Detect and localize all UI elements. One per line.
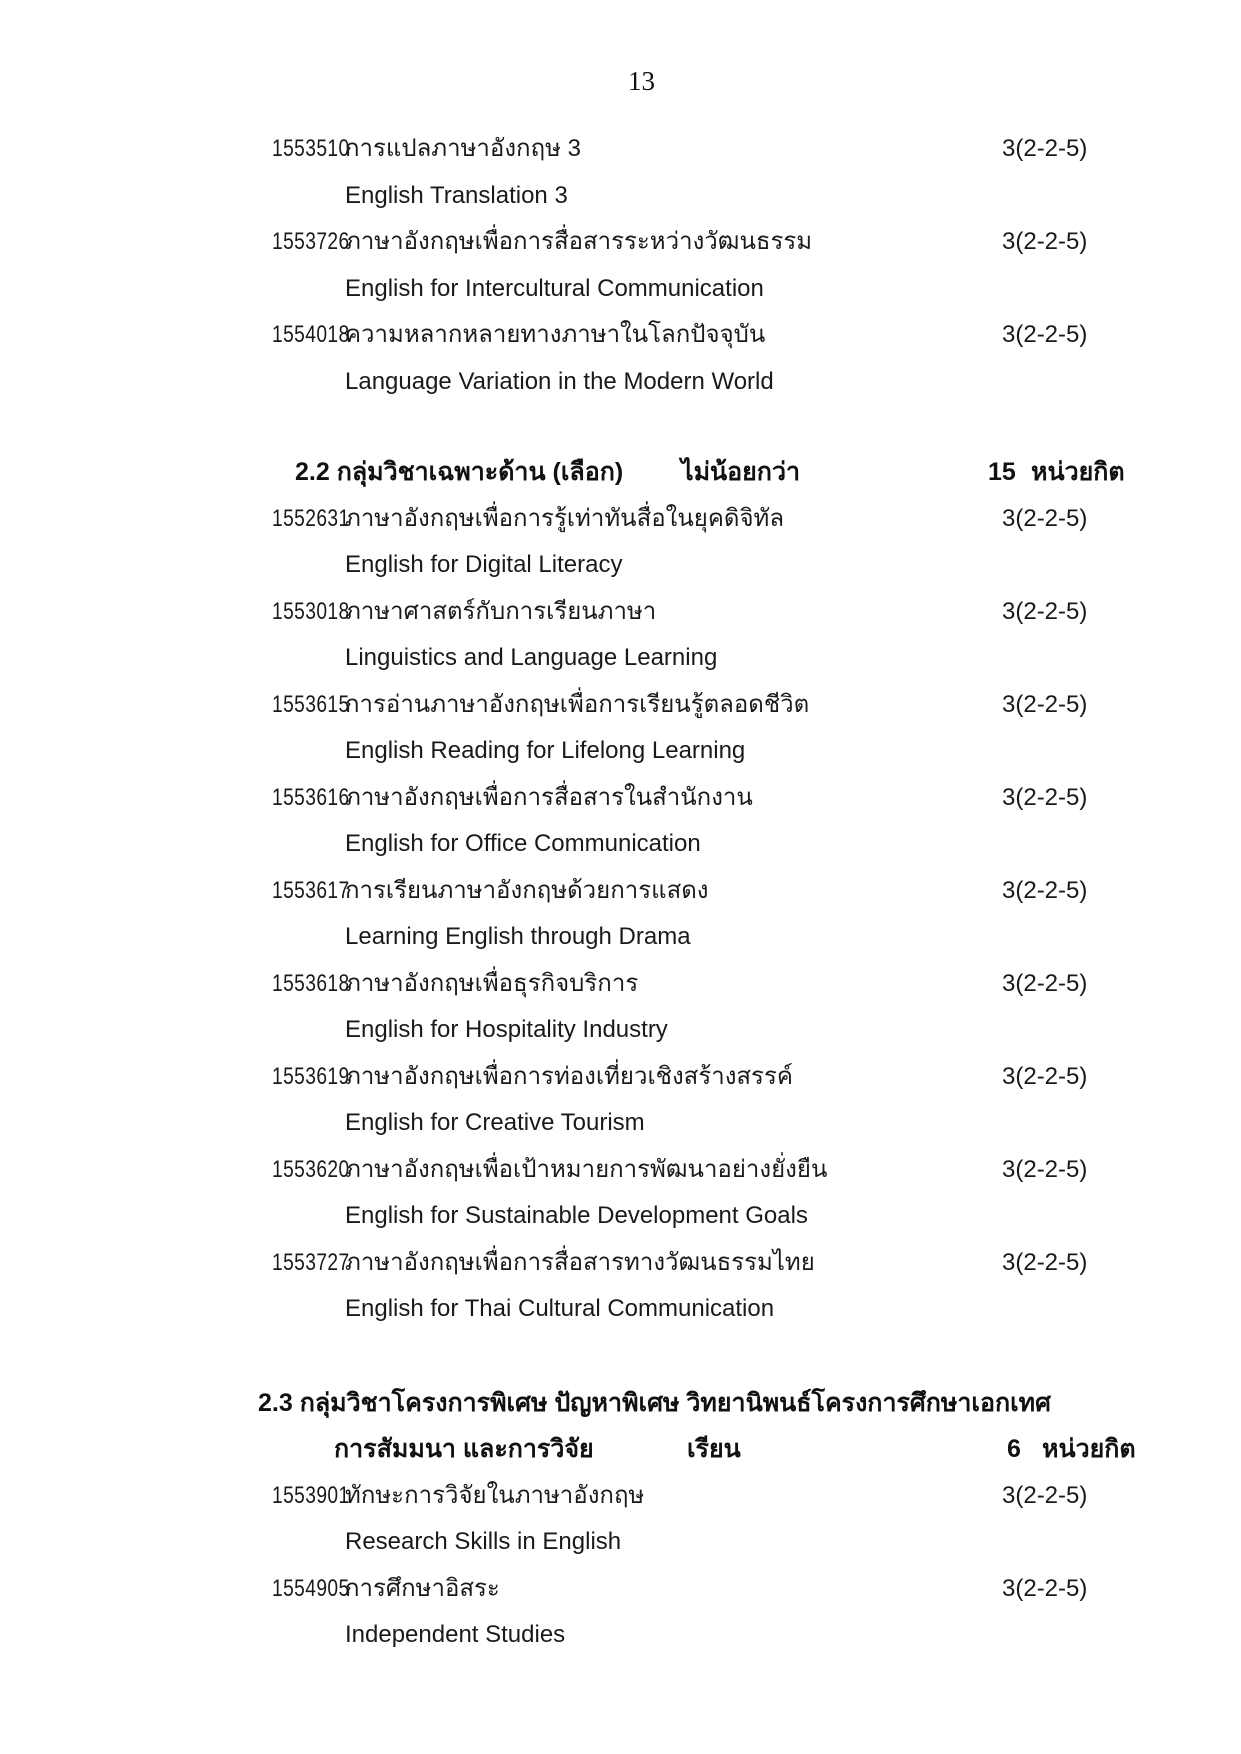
section-2-2 <box>0 449 1241 1333</box>
section-credit-unit: หน่วยกิต <box>1042 1435 1136 1463</box>
course-line-thai <box>0 1473 1241 1520</box>
course-credit: 3(2-2-5) <box>1002 876 1088 904</box>
course-row <box>0 496 1241 589</box>
course-line-thai <box>0 1566 1241 1613</box>
course-title-thai: การเรียนภาษาอังกฤษด้วยการแสดง <box>345 876 709 904</box>
course-code: 1554018 <box>272 321 350 348</box>
page-content <box>0 126 1241 1659</box>
course-credit: 3(2-2-5) <box>1002 504 1088 532</box>
course-title-english: English for Creative Tourism <box>345 1109 645 1136</box>
course-credit: 3(2-2-5) <box>1002 690 1088 718</box>
course-credit: 3(2-2-5) <box>1002 321 1088 348</box>
course-title-thai: ภาษาอังกฤษเพื่อการสื่อสารระหว่างวัฒนธรรม <box>345 228 813 255</box>
section-heading-line2 <box>0 1426 1241 1473</box>
course-line-thai <box>0 1240 1241 1287</box>
course-row <box>0 868 1241 961</box>
course-credit: 3(2-2-5) <box>1002 135 1088 162</box>
course-code: 1553727 <box>272 1248 350 1276</box>
course-line-thai <box>0 961 1241 1008</box>
course-credit: 3(2-2-5) <box>1002 1481 1088 1509</box>
section-credit-value: 6 <box>1007 1435 1021 1463</box>
course-code: 1553018 <box>272 597 350 625</box>
course-line-english <box>0 542 1241 589</box>
course-line-english <box>0 821 1241 868</box>
course-title-english: Language Variation in the Modern World <box>345 367 774 395</box>
course-code: 1552631 <box>272 504 350 532</box>
section-heading-condition: เรียน <box>687 1435 741 1463</box>
course-line-english <box>0 635 1241 682</box>
course-line-english <box>0 1612 1241 1659</box>
section-heading <box>0 1380 1241 1473</box>
section-heading-line1 <box>0 449 1241 496</box>
section-heading-title: 2.3 กลุ่มวิชาโครงการพิเศษ ปัญหาพิเศษ วิทยานิพนธ์โครงการศึกษาเอกเทศ <box>258 1388 1052 1417</box>
course-row <box>0 1147 1241 1240</box>
course-code: 1553619 <box>272 1062 350 1090</box>
course-line-english <box>0 914 1241 961</box>
course-row <box>0 775 1241 868</box>
course-title-thai: ภาษาอังกฤษเพื่อการสื่อสารในสำนักงาน <box>345 783 753 811</box>
course-row <box>0 1054 1241 1147</box>
course-code: 1553617 <box>272 876 350 904</box>
course-title-english: Research Skills in English <box>345 1528 622 1555</box>
course-title-thai: ภาษาอังกฤษเพื่อเป้าหมายการพัฒนาอย่างยั่งยืน <box>345 1155 828 1183</box>
section-heading-condition: ไม่น้อยกว่า <box>681 458 801 486</box>
course-credit: 3(2-2-5) <box>1002 969 1088 997</box>
course-line-english <box>0 266 1241 313</box>
course-row <box>0 1240 1241 1333</box>
course-credit: 3(2-2-5) <box>1002 228 1088 255</box>
course-row <box>0 219 1241 312</box>
course-line-thai <box>0 1054 1241 1101</box>
course-title-english: English for Digital Literacy <box>345 551 623 578</box>
course-row <box>0 1473 1241 1566</box>
course-code: 1554905 <box>272 1574 350 1602</box>
section-credit-value: 15 <box>988 458 1016 486</box>
course-line-thai <box>0 1147 1241 1194</box>
course-title-english: English for Office Communication <box>345 830 701 857</box>
page-number: 13 <box>628 66 655 96</box>
course-title-english: English for Hospitality Industry <box>345 1016 668 1043</box>
course-title-thai: ทักษะการวิจัยในภาษาอังกฤษ <box>345 1481 645 1509</box>
course-line-english <box>0 728 1241 775</box>
course-line-english <box>0 359 1241 406</box>
course-title-thai: การอ่านภาษาอังกฤษเพื่อการเรียนรู้ตลอดชีวิต <box>345 690 810 718</box>
course-title-english: Linguistics and Language Learning <box>345 644 718 671</box>
course-code: 1553615 <box>272 690 350 718</box>
course-title-english: English Translation 3 <box>345 181 568 209</box>
course-credit: 3(2-2-5) <box>1002 1062 1088 1090</box>
course-code: 1553620 <box>272 1155 350 1183</box>
section-heading <box>0 449 1241 496</box>
course-line-english <box>0 1519 1241 1566</box>
course-line-thai <box>0 868 1241 915</box>
course-row <box>0 682 1241 775</box>
course-credit: 3(2-2-5) <box>1002 1248 1088 1276</box>
course-line-thai <box>0 589 1241 636</box>
course-credit: 3(2-2-5) <box>1002 1574 1088 1602</box>
section-top-courses <box>0 126 1241 405</box>
course-credit: 3(2-2-5) <box>1002 783 1088 811</box>
course-title-thai: ภาษาอังกฤษเพื่อการท่องเที่ยวเชิงสร้างสรรค์ <box>345 1062 793 1090</box>
course-line-english <box>0 173 1241 220</box>
course-credit: 3(2-2-5) <box>1002 597 1088 625</box>
section-heading-title: 2.2 กลุ่มวิชาเฉพาะด้าน (เลือก) <box>295 458 624 486</box>
course-title-english: English for Intercultural Communication <box>345 274 764 302</box>
course-code: 1553616 <box>272 783 350 811</box>
course-line-thai <box>0 775 1241 822</box>
course-title-thai: การแปลภาษาอังกฤษ 3 <box>345 135 581 162</box>
course-title-english: English for Sustainable Development Goals <box>345 1202 808 1229</box>
course-line-thai <box>0 682 1241 729</box>
section-heading-subtitle: การสัมมนา และการวิจัย <box>334 1435 594 1463</box>
course-code: 1553901 <box>272 1481 350 1509</box>
course-row <box>0 961 1241 1054</box>
course-title-english: Independent Studies <box>345 1621 566 1648</box>
section-2-3 <box>0 1380 1241 1659</box>
course-title-thai: ภาษาอังกฤษเพื่อธุรกิจบริการ <box>345 969 639 997</box>
course-line-english <box>0 1193 1241 1240</box>
course-row <box>0 312 1241 405</box>
course-title-thai: การศึกษาอิสระ <box>345 1574 500 1602</box>
course-title-thai: ภาษาอังกฤษเพื่อการรู้เท่าทันสื่อในยุคดิจิทัล <box>345 504 785 532</box>
course-row <box>0 589 1241 682</box>
course-title-thai: ความหลากหลายทางภาษาในโลกปัจจุบัน <box>345 321 766 348</box>
course-line-english <box>0 1007 1241 1054</box>
course-row <box>0 1566 1241 1659</box>
section-heading-line1 <box>0 1380 1241 1427</box>
course-line-thai <box>0 219 1241 266</box>
course-line-english <box>0 1286 1241 1333</box>
course-line-english <box>0 1100 1241 1147</box>
course-row <box>0 126 1241 219</box>
course-code: 1553726 <box>272 228 350 255</box>
course-code: 1553510 <box>272 135 350 162</box>
course-title-english: Learning English through Drama <box>345 923 691 950</box>
section-credit-unit: หน่วยกิต <box>1031 458 1125 486</box>
course-title-thai: ภาษาอังกฤษเพื่อการสื่อสารทางวัฒนธรรมไทย <box>345 1248 815 1276</box>
course-line-thai <box>0 496 1241 543</box>
course-credit: 3(2-2-5) <box>1002 1155 1088 1183</box>
course-line-thai <box>0 126 1241 173</box>
course-title-thai: ภาษาศาสตร์กับการเรียนภาษา <box>345 597 657 625</box>
course-title-english: English Reading for Lifelong Learning <box>345 737 746 764</box>
course-line-thai <box>0 312 1241 359</box>
course-code: 1553618 <box>272 969 350 997</box>
course-title-english: English for Thai Cultural Communication <box>345 1295 775 1322</box>
